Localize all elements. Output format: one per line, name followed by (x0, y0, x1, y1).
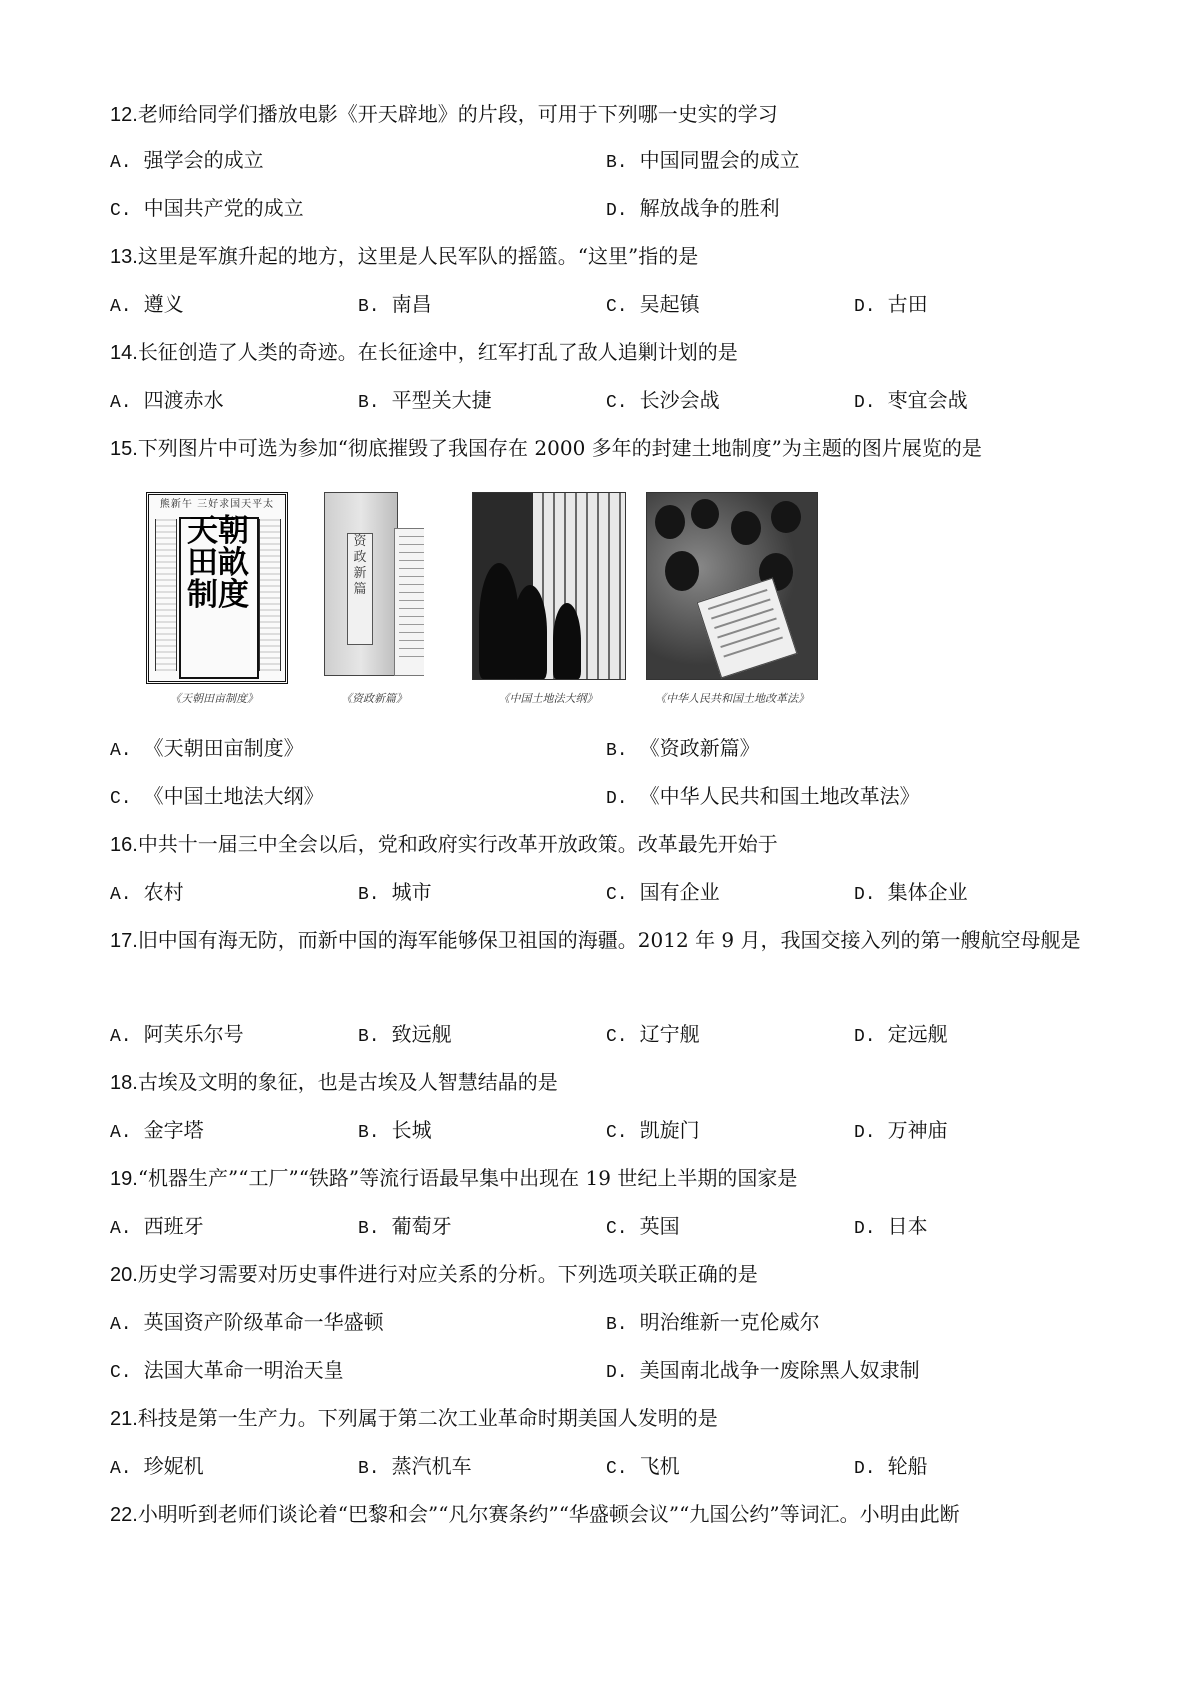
option-b[interactable]: B. 城市 (358, 880, 432, 905)
option-d[interactable]: D. 万神庙 (854, 1118, 948, 1143)
option-b[interactable]: B. 葡萄牙 (358, 1214, 452, 1239)
option-c[interactable]: C. 法国大革命一明治天皇 (110, 1358, 344, 1383)
question-22-stem: 22.小明听到老师们谈论着“巴黎和会”“凡尔赛条约”“华盛顿会议”“九国公约”等词汇。小明由此断 (110, 1502, 960, 1526)
figure-caption: 《中华人民共和国土地改革法》 (655, 692, 809, 705)
option-c[interactable]: C. 辽宁舰 (606, 1022, 700, 1047)
question-17-options (110, 1020, 1110, 1048)
question-20-options-row-1 (110, 1308, 1110, 1336)
document-cover-image (146, 492, 288, 684)
option-a[interactable]: A. 阿芙乐尔号 (110, 1022, 244, 1047)
option-d[interactable]: D. 古田 (854, 292, 928, 317)
option-b[interactable]: B. 蒸汽机车 (358, 1454, 472, 1479)
option-a[interactable]: A. 金字塔 (110, 1118, 204, 1143)
option-c[interactable]: C. 吴起镇 (606, 292, 700, 317)
option-c[interactable]: C. 《中国土地法大纲》 (110, 784, 324, 809)
option-b[interactable]: B. 《资政新篇》 (606, 736, 760, 761)
question-20-options-row-2 (110, 1356, 1110, 1384)
question-12-options-row-2 (110, 194, 1110, 222)
question-12-options-row-1 (110, 146, 1110, 174)
book-cover (324, 492, 398, 676)
option-b[interactable]: B. 长城 (358, 1118, 432, 1143)
person-head (731, 511, 761, 545)
book-image (324, 492, 424, 678)
person-silhouette (553, 603, 581, 679)
question-14-options (110, 386, 1110, 414)
question-16-options (110, 878, 1110, 906)
option-c[interactable]: C. 凯旋门 (606, 1118, 700, 1143)
cover-header-text: 熊新午 三好求国天平太 (159, 499, 275, 510)
option-c[interactable]: C. 飞机 (606, 1454, 680, 1479)
crowd-reading-photo (646, 492, 818, 680)
person-head (691, 499, 719, 529)
option-d[interactable]: D. 枣宜会战 (854, 388, 968, 413)
option-a[interactable]: A. 《天朝田亩制度》 (110, 736, 304, 761)
cover-title: 天朝田畝制度 (187, 513, 249, 613)
option-c[interactable]: C. 国有企业 (606, 880, 720, 905)
option-c[interactable]: C. 英国 (606, 1214, 680, 1239)
question-19-stem: 19.“机器生产”“工厂”“铁路”等流行语最早集中出现在 19 世纪上半期的国家是 (110, 1166, 798, 1190)
option-a[interactable]: A. 遵义 (110, 292, 184, 317)
question-21-stem: 21.科技是第一生产力。下列属于第二次工业革命时期美国人发明的是 (110, 1406, 718, 1430)
question-15-figure-strip (146, 492, 826, 718)
option-b[interactable]: B. 明治维新一克伦威尔 (606, 1310, 820, 1335)
question-16-stem: 16.中共十一届三中全会以后，党和政府实行改革开放政策。改革最先开始于 (110, 832, 778, 856)
question-19-options (110, 1212, 1110, 1240)
figure-caption: 《中国土地法大纲》 (498, 692, 598, 705)
question-18-stem: 18.古埃及文明的象征，也是古埃及人智慧结晶的是 (110, 1070, 558, 1094)
question-17-stem: 17.旧中国有海无防，而新中国的海军能够保卫祖国的海疆。2012 年 9 月，我国交接入列的第一艘航空母舰是 (110, 928, 1081, 952)
option-d[interactable]: D. 《中华人民共和国土地改革法》 (606, 784, 920, 809)
person-silhouette (513, 585, 547, 679)
question-14-stem: 14.长征创造了人类的奇迹。在长征途中，红军打乱了敌人追剿计划的是 (110, 340, 738, 364)
question-13-stem: 13.这里是军旗升起的地方，这里是人民军队的摇篮。“这里”指的是 (110, 244, 699, 268)
option-a[interactable]: A. 强学会的成立 (110, 148, 264, 173)
cover-border-left (155, 519, 177, 671)
option-b[interactable]: B. 致远舰 (358, 1022, 452, 1047)
figure-caption: 《天朝田亩制度》 (170, 692, 258, 705)
question-15-options-row-1 (110, 734, 1110, 762)
question-12-stem: 12.老师给同学们播放电影《开天辟地》的片段，可用于下列哪一史实的学习 (110, 102, 778, 126)
option-d[interactable]: D. 轮船 (854, 1454, 928, 1479)
question-18-options (110, 1116, 1110, 1144)
document-paper (697, 578, 798, 679)
option-a[interactable]: A. 西班牙 (110, 1214, 204, 1239)
question-21-options (110, 1452, 1110, 1480)
option-a[interactable]: A. 英国资产阶级革命一华盛顿 (110, 1310, 384, 1335)
book-title-label: 资政新篇 (347, 533, 373, 645)
option-d[interactable]: D. 集体企业 (854, 880, 968, 905)
question-20-stem: 20.历史学习需要对历史事件进行对应关系的分析。下列选项关联正确的是 (110, 1262, 758, 1286)
question-15-options-row-2 (110, 782, 1110, 810)
option-d[interactable]: D. 美国南北战争一废除黑人奴隶制 (606, 1358, 920, 1383)
option-a[interactable]: A. 珍妮机 (110, 1454, 204, 1479)
option-a[interactable]: A. 四渡赤水 (110, 388, 224, 413)
option-c[interactable]: C. 中国共产党的成立 (110, 196, 304, 221)
person-head (665, 551, 699, 591)
person-head (771, 501, 801, 533)
figure-caption: 《资政新篇》 (341, 692, 407, 705)
option-d[interactable]: D. 定远舰 (854, 1022, 948, 1047)
option-b[interactable]: B. 平型关大捷 (358, 388, 492, 413)
crowd-poster-photo (472, 492, 626, 680)
cover-border-right (259, 519, 281, 671)
option-d[interactable]: D. 解放战争的胜利 (606, 196, 780, 221)
person-head (655, 505, 685, 539)
book-pages (394, 528, 424, 676)
option-c[interactable]: C. 长沙会战 (606, 388, 720, 413)
question-13-options (110, 290, 1110, 318)
option-d[interactable]: D. 日本 (854, 1214, 928, 1239)
option-a[interactable]: A. 农村 (110, 880, 184, 905)
option-b[interactable]: B. 中国同盟会的成立 (606, 148, 800, 173)
question-15-stem: 15.下列图片中可选为参加“彻底摧毁了我国存在 2000 多年的封建土地制度”为主题的图片展览的是 (110, 436, 982, 460)
option-b[interactable]: B. 南昌 (358, 292, 432, 317)
